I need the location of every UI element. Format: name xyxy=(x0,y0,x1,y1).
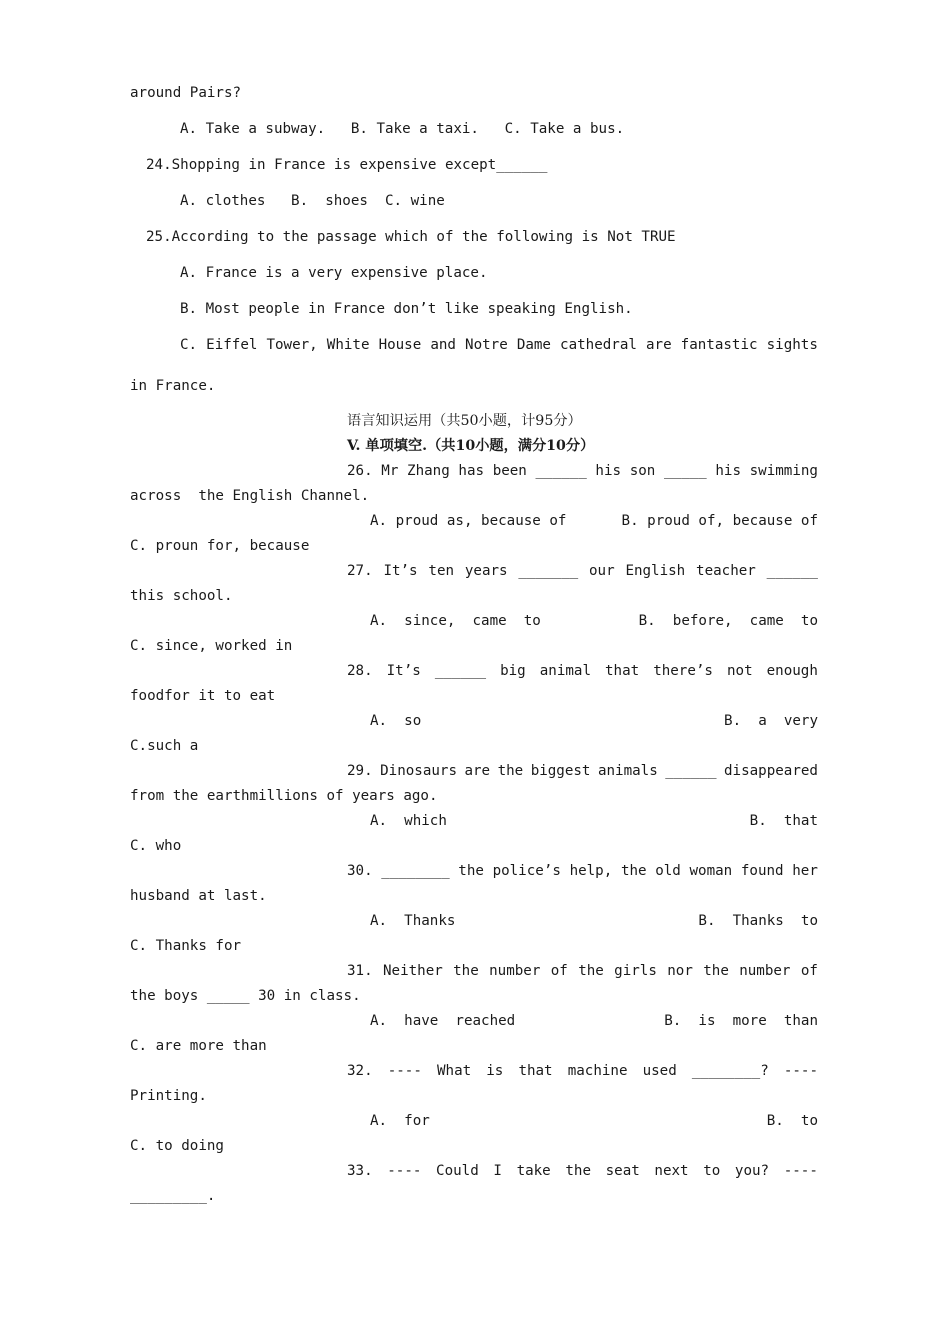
option: A. since, came to xyxy=(370,613,541,629)
stem-word: her xyxy=(792,863,818,879)
question-33-stem xyxy=(347,1161,818,1181)
stem-word: of xyxy=(800,963,818,979)
stem-word: teacher xyxy=(696,563,756,579)
q23-tail: around Pairs? xyxy=(130,85,242,101)
stem-word: ---- xyxy=(387,1163,422,1179)
stem-word: _______ xyxy=(518,563,579,579)
q25-option-c-word: Notre xyxy=(465,337,508,353)
stem-word: that xyxy=(605,663,640,679)
stem-word: help, xyxy=(569,863,613,879)
stem-word: his xyxy=(595,463,622,479)
q24-stem: 24.Shopping in France is expensive except______ xyxy=(146,157,548,173)
question-26-stem xyxy=(347,461,818,481)
q24-options: A. clothes B. shoes C. wine xyxy=(180,193,445,209)
q25-option-c-word: C. xyxy=(180,337,198,353)
stem-word: found xyxy=(740,863,784,879)
option: A. proud as, because of xyxy=(370,513,567,529)
stem-word: big xyxy=(500,663,526,679)
stem-word: the xyxy=(497,763,524,779)
stem-word: there’s xyxy=(653,663,713,679)
stem-word: you? xyxy=(734,1163,770,1179)
question-30-option-c: C. Thanks for xyxy=(130,938,242,954)
option: B. Thanks to xyxy=(698,913,818,929)
stem-word: 29. xyxy=(347,763,373,779)
question-29-options-ab xyxy=(370,811,818,831)
stem-word: What xyxy=(436,1063,472,1079)
q25-option-c xyxy=(180,335,818,355)
stem-word: 27. xyxy=(347,563,373,579)
stem-word: years xyxy=(464,563,508,579)
question-27-stem-continued: this school. xyxy=(130,588,233,604)
stem-word: the xyxy=(565,1163,591,1179)
stem-word: Could xyxy=(436,1163,479,1179)
option: B. a very xyxy=(724,713,818,729)
question-29-stem-continued: from the earthmillions of years ago. xyxy=(130,788,438,804)
stem-word: ---- xyxy=(387,1063,422,1079)
option: B. that xyxy=(749,813,818,829)
section-subtitle: V. 单项填空.（共10小题，满分10分） xyxy=(347,438,595,454)
stem-word: woman xyxy=(689,863,733,879)
question-26-stem-continued: across the English Channel. xyxy=(130,488,370,504)
question-31-stem-continued: the boys _____ 30 in class. xyxy=(130,988,361,1004)
stem-word: It’s xyxy=(383,563,418,579)
stem-word: police’s xyxy=(492,863,561,879)
option: A. which xyxy=(370,813,447,829)
stem-word: been xyxy=(492,463,527,479)
question-28-stem xyxy=(347,661,818,681)
stem-word: ______ xyxy=(434,663,487,679)
option: A. have reached xyxy=(370,1013,516,1029)
question-31-options-ab xyxy=(370,1011,818,1031)
section-title: 语言知识运用（共50小题，计95分） xyxy=(347,413,582,429)
stem-word: 31. xyxy=(347,963,373,979)
stem-word: ______ xyxy=(535,463,587,479)
q25-option-a: A. France is a very expensive place. xyxy=(180,265,488,281)
stem-word: old xyxy=(655,863,681,879)
stem-word: seat xyxy=(605,1163,640,1179)
question-29-option-c: C. who xyxy=(130,838,182,854)
q25-option-c-word: are xyxy=(645,337,672,353)
stem-word: Mr xyxy=(381,463,399,479)
stem-word: enough xyxy=(766,663,818,679)
question-29-stem xyxy=(347,761,818,781)
question-27-stem xyxy=(347,561,818,581)
question-30-stem-continued: husband at last. xyxy=(130,888,267,904)
option: A. Thanks xyxy=(370,913,456,929)
q25-option-c-word: Dame xyxy=(516,337,551,353)
option: A. for xyxy=(370,1113,430,1129)
question-31-stem xyxy=(347,961,818,981)
stem-word: take xyxy=(516,1163,551,1179)
stem-word: biggest xyxy=(530,763,591,779)
question-32-stem xyxy=(347,1061,818,1081)
stem-word: 26. xyxy=(347,463,373,479)
stem-word: animal xyxy=(539,663,591,679)
q25-option-c-word: White xyxy=(326,337,370,353)
q25-option-c-word: sights xyxy=(766,337,818,353)
stem-word: disappeared xyxy=(723,763,818,779)
question-30-options-ab xyxy=(370,911,818,931)
stem-word: 28. xyxy=(347,663,373,679)
question-26-options-ab xyxy=(370,511,818,531)
question-28-option-c: C.such a xyxy=(130,738,199,754)
stem-word: ---- xyxy=(783,1163,818,1179)
question-32-stem-continued: Printing. xyxy=(130,1088,207,1104)
stem-word: ---- xyxy=(783,1063,818,1079)
stem-word: the xyxy=(458,863,484,879)
q25-option-c-tail: in France. xyxy=(130,378,216,394)
q25-option-c-word: fantastic xyxy=(680,337,758,353)
option: B. to xyxy=(766,1113,818,1129)
stem-word: used xyxy=(642,1063,677,1079)
stem-word: his xyxy=(715,463,741,479)
stem-word: number xyxy=(489,963,541,979)
option: B. before, came to xyxy=(638,613,818,629)
option: B. proud of, because of xyxy=(621,513,818,529)
stem-word: not xyxy=(727,663,753,679)
stem-word: ______ xyxy=(766,563,818,579)
question-26-option-c: C. proun for, because xyxy=(130,538,310,554)
stem-word: Neither xyxy=(382,963,443,979)
stem-word: son xyxy=(629,463,656,479)
stem-word: next xyxy=(654,1163,689,1179)
stem-word: swimming xyxy=(749,463,818,479)
stem-word: ________ xyxy=(381,863,450,879)
question-32-options-ab xyxy=(370,1111,818,1131)
q25-stem: 25.According to the passage which of the following is Not TRUE xyxy=(146,229,676,245)
q25-option-c-word: House xyxy=(378,337,422,353)
stem-word: the xyxy=(578,963,604,979)
stem-word: ________? xyxy=(691,1063,769,1079)
q25-option-b: B. Most people in France don’t like speaking English. xyxy=(180,301,633,317)
q25-option-c-word: cathedral xyxy=(560,337,637,353)
stem-word: that xyxy=(518,1063,553,1079)
question-32-option-c: C. to doing xyxy=(130,1138,224,1154)
stem-word: 33. xyxy=(347,1163,373,1179)
question-30-stem xyxy=(347,861,818,881)
stem-word: our xyxy=(589,563,615,579)
question-28-options-ab xyxy=(370,711,818,731)
q25-option-c-word: Eiffel xyxy=(206,337,258,353)
stem-word: It’s xyxy=(386,663,421,679)
option: B. is more than xyxy=(664,1013,818,1029)
stem-word: ten xyxy=(428,563,455,579)
stem-word: has xyxy=(458,463,485,479)
q25-option-c-word: Tower, xyxy=(266,337,318,353)
question-27-option-c: C. since, worked in xyxy=(130,638,293,654)
stem-word: Dinosaurs xyxy=(380,763,457,779)
q23-options: A. Take a subway. B. Take a taxi. C. Take a bus. xyxy=(180,121,625,137)
stem-word: 32. xyxy=(347,1063,373,1079)
stem-word: the xyxy=(453,963,479,979)
stem-word: the xyxy=(703,963,729,979)
stem-word: machine xyxy=(567,1063,628,1079)
stem-word: ______ xyxy=(665,763,717,779)
stem-word: English xyxy=(625,563,686,579)
stem-word: girls xyxy=(614,963,657,979)
stem-word: is xyxy=(486,1063,504,1079)
question-28-stem-continued: foodfor it to eat xyxy=(130,688,276,704)
option: A. so xyxy=(370,713,422,729)
stem-word: number xyxy=(739,963,791,979)
stem-word: 30. xyxy=(347,863,373,879)
stem-word: are xyxy=(464,763,491,779)
stem-word: of xyxy=(550,963,568,979)
stem-word: the xyxy=(620,863,647,879)
question-27-options-ab xyxy=(370,611,818,631)
stem-word: I xyxy=(493,1163,502,1179)
question-31-option-c: C. are more than xyxy=(130,1038,267,1054)
stem-word: animals xyxy=(597,763,658,779)
question-33-stem-continued: _________. xyxy=(130,1188,216,1204)
stem-word: to xyxy=(703,1163,721,1179)
stem-word: Zhang xyxy=(407,463,450,479)
stem-word: nor xyxy=(667,963,693,979)
q25-option-c-word: and xyxy=(430,337,456,353)
stem-word: _____ xyxy=(663,463,707,479)
